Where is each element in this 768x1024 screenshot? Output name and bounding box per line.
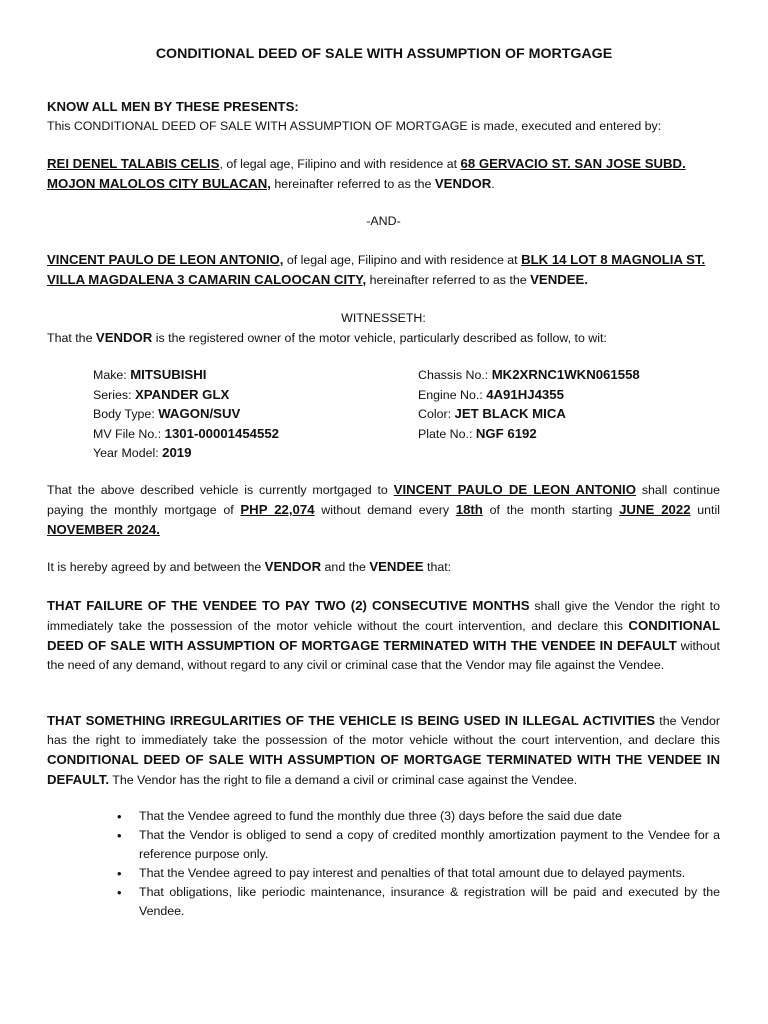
list-item: • That the Vendee agreed to fund the monthly due three (3) days before the said due date: [115, 807, 720, 826]
clause-illegal-activities: THAT SOMETHING IRREGULARITIES OF THE VEHICLE IS BEING USED IN ILLEGAL ACTIVITIES the Vendor has the right to immediately take the possession of the motor vehicle without the court intervention, and declare this CONDITIONAL DEED OF SALE WITH ASSUMPTION OF MORTGAGE TERMINATED WITH THE VENDEE IN DEFAULT. The Vendor has the right to file a demand a civil or criminal case against the Vendee.: [47, 713, 720, 787]
intro-text: This CONDITIONAL DEED OF SALE WITH ASSUMPTION OF MORTGAGE is made, executed and entered by:: [47, 119, 662, 133]
vendor-mid-text: , of legal age, Filipino and with residence at: [219, 157, 461, 171]
vendor-end: .: [491, 177, 495, 191]
vehicle-series: Series: XPANDER GLX: [93, 386, 230, 402]
document-title: CONDITIONAL DEED OF SALE WITH ASSUMPTION OF MORTGAGE: [155, 46, 613, 62]
vehicle-make: Make: MITSUBISHI: [93, 367, 207, 382]
vendor-tail-text: hereinafter referred to as the: [270, 177, 435, 191]
vehicle-color: Color: JET BLACK MICA: [418, 406, 566, 421]
vendee-address: BLK 14 LOT 8 MAGNOLIA ST. VILLA MAGDALENA 3 CAMARIN CALOOCAN CITY,: [47, 252, 706, 287]
vendee-mid-text: of legal age, Filipino and with residence at: [283, 253, 522, 267]
mortgage-paragraph: That the above described vehicle is currently mortgaged to VINCENT PAULO DE LEON ANTONIO shall continue paying the monthly mortgage of PHP 22,074 without demand every 18th of the month starting JUNE 2022 until NOVEMBER 2024.: [47, 482, 720, 537]
mortgage-start: JUNE 2022: [619, 502, 691, 517]
mortgage-due-day: 18th: [455, 502, 483, 517]
vendee-name: VINCENT PAULO DE LEON ANTONIO,: [47, 252, 284, 267]
agreement-intro: It is hereby agreed by and between the VENDOR and the VENDEE that:: [47, 559, 452, 574]
witnesseth-pre: That the: [47, 331, 96, 345]
mortgage-amount: PHP 22,074: [240, 502, 315, 517]
vehicle-plate: Plate No.: NGF 6192: [418, 425, 537, 441]
and-separator: -AND-: [366, 214, 401, 228]
mortgage-end: NOVEMBER 2024.: [47, 522, 160, 537]
intro-heading: KNOW ALL MEN BY THESE PRESENTS:: [47, 99, 299, 114]
vendee-tail-text: hereinafter referred to as the: [366, 273, 531, 287]
vehicle-body-type: Body Type: WAGON/SUV: [93, 406, 241, 421]
vendor-name: REI DENEL TALABIS CELIS: [47, 156, 220, 171]
witnesseth-heading: WITNESSETH:: [341, 311, 426, 325]
vendee-paragraph: [47, 250, 720, 290]
mortgagee-name: VINCENT PAULO DE LEON ANTONIO: [393, 482, 636, 497]
vehicle-details-left: [93, 365, 393, 463]
list-item: • That obligations, like periodic maintenance, insurance & registration will be paid and executed by the Vendee.: [115, 883, 720, 921]
obligations-list: [115, 807, 720, 921]
list-item: • That the Vendor is obliged to send a copy of credited monthly amortization payment to the Vendee for a reference purpose only.: [115, 826, 720, 864]
vendor-paragraph: [47, 154, 720, 194]
vehicle-chassis: Chassis No.: MK2XRNC1WKN061558: [418, 367, 640, 382]
vendor-role: VENDOR: [434, 176, 492, 191]
clause-payment-default: THAT FAILURE OF THE VENDEE TO PAY TWO (2) CONSECUTIVE MONTHS shall give the Vendor the right to immediately take the possession of the motor vehicle without the court intervention, and declare this CONDITIONAL DEED OF SALE WITH ASSUMPTION OF MORTGAGE TERMINATED WITH THE VENDEE IN DEFAULT without the need of any demand, without regard to any civil or criminal case that the Vendor may file against the Vendee.: [47, 598, 721, 672]
vendor-address: 68 GERVACIO ST. SAN JOSE SUBD. MOJON MALOLOS CITY BULACAN,: [47, 156, 686, 191]
witnesseth-text: [47, 328, 720, 348]
witnesseth-vendor: VENDOR: [95, 330, 153, 345]
vehicle-mv-file: MV File No.: 1301-00001454552: [93, 425, 280, 441]
vehicle-year-model: Year Model: 2019: [93, 445, 192, 460]
witnesseth-post: is the registered owner of the motor vehicle, particularly described as follow, to wit:: [152, 331, 607, 345]
vendee-role: VENDEE.: [530, 272, 589, 287]
vehicle-details-right: [418, 365, 718, 443]
list-item: • That the Vendee agreed to pay interest and penalties of that total amount due to delayed payments.: [115, 864, 720, 883]
vehicle-engine: Engine No.: 4A91HJ4355: [418, 386, 564, 402]
